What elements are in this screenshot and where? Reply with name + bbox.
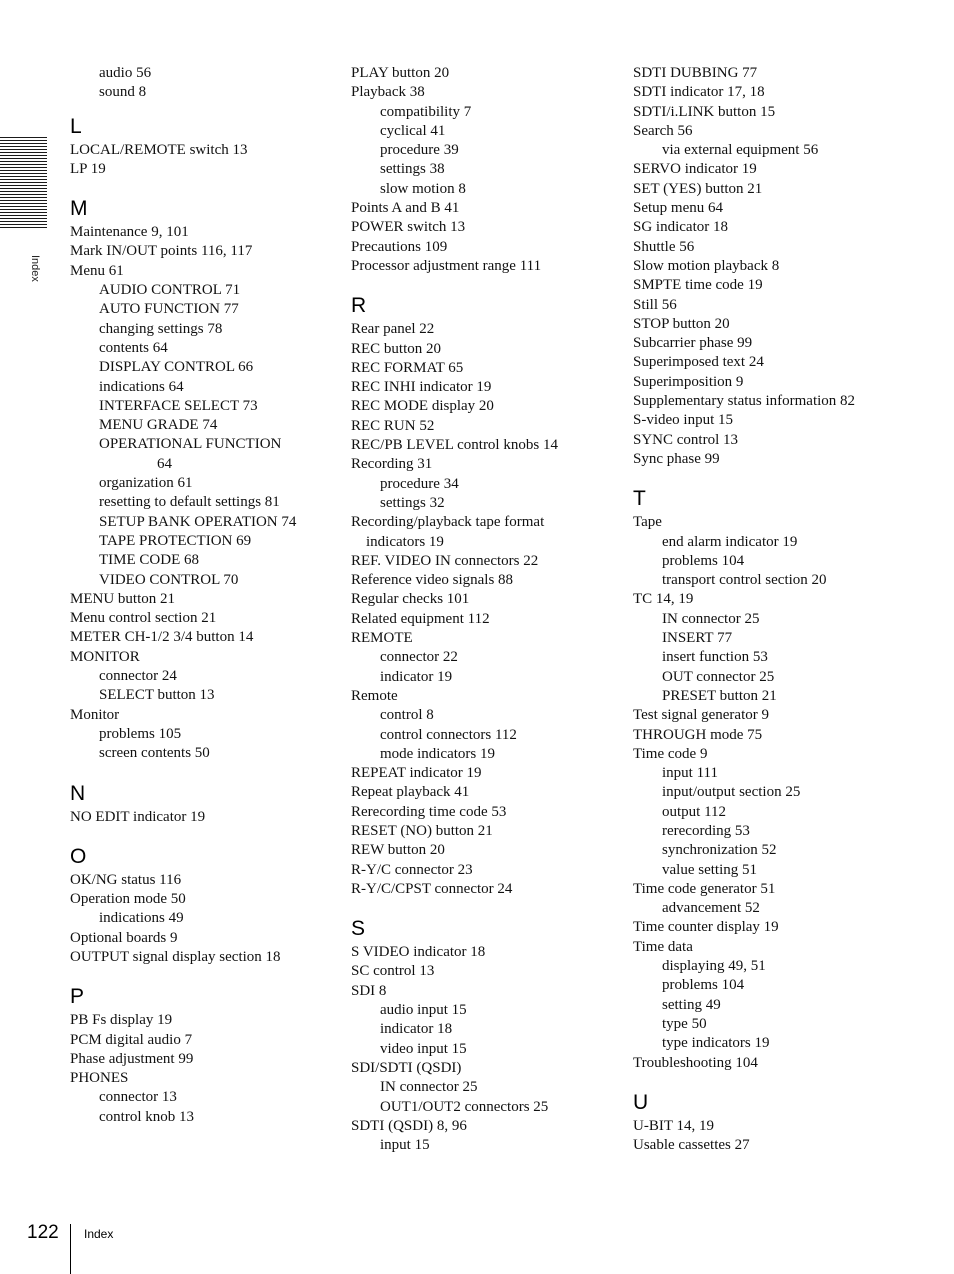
side-tab-label: Index (29, 255, 41, 282)
index-entry: THROUGH mode 75 (633, 726, 763, 743)
index-subentry: mode indicators 19 (380, 745, 495, 762)
index-entry: Remote (351, 687, 398, 704)
index-entry: PHONES (70, 1070, 129, 1087)
index-entry: PB Fs display 19 (70, 1012, 173, 1029)
index-subentry: connector 13 (99, 1089, 177, 1106)
index-subentry: type indicators 19 (662, 1035, 770, 1052)
index-subentry: control 8 (380, 707, 434, 724)
index-entry: LP 19 (70, 160, 106, 177)
index-entry: Slow motion playback 8 (633, 257, 780, 274)
index-entry: NO EDIT indicator 19 (70, 808, 206, 825)
index-subentry: indications 64 (99, 378, 184, 395)
index-entry: OUTPUT signal display section 18 (70, 948, 281, 965)
index-entry: PCM digital audio 7 (70, 1031, 193, 1048)
index-entry: SDTI DUBBING 77 (633, 65, 758, 81)
index-entry: Rerecording time code 53 (351, 803, 507, 820)
footer-divider (70, 1224, 71, 1274)
index-entry: STOP button 20 (633, 315, 730, 332)
index-entry: Monitor (70, 706, 120, 723)
index-subentry: synchronization 52 (662, 842, 777, 859)
index-entry: S-video input 15 (633, 412, 733, 429)
index-subentry: end alarm indicator 19 (662, 533, 798, 550)
section-letter-heading: S (351, 917, 366, 941)
index-entry: REC/PB LEVEL control knobs 14 (351, 437, 558, 454)
index-entry: Shuttle 56 (633, 238, 695, 255)
index-entry: TC 14, 19 (633, 591, 694, 608)
index-entry: RESET (NO) button 21 (351, 822, 493, 839)
index-entry: REW button 20 (351, 842, 445, 859)
index-entry: REC FORMAT 65 (351, 359, 464, 376)
index-entry: SET (YES) button 21 (633, 180, 763, 197)
index-subentry: audio 56 (99, 65, 152, 81)
index-subentry: insert function 53 (662, 649, 768, 666)
index-subentry: VIDEO CONTROL 70 (99, 571, 239, 588)
index-entry: METER CH-1/2 3/4 button 14 (70, 629, 254, 646)
index-entry: Playback 38 (351, 84, 425, 101)
index-column-3 (633, 64, 933, 1155)
index-entry: Mark IN/OUT points 116, 117 (70, 243, 253, 260)
index-entry: Recording 31 (351, 456, 433, 473)
index-subentry: transport control section 20 (662, 572, 827, 589)
index-subentry: OUT connector 25 (662, 668, 775, 685)
page-number: 122 (27, 1222, 59, 1243)
index-entry: Menu control section 21 (70, 610, 217, 627)
index-column-2 (351, 64, 616, 1155)
index-entry: Precautions 109 (351, 238, 448, 255)
index-subentry: settings 38 (380, 161, 445, 178)
index-subentry: OPERATIONAL FUNCTION (99, 436, 282, 453)
index-subentry: screen contents 50 (99, 745, 210, 762)
index-subentry: type 50 (662, 1015, 707, 1032)
index-subentry: changing settings 78 (99, 320, 223, 337)
index-subentry: value setting 51 (662, 861, 757, 878)
index-entry: REMOTE (351, 630, 413, 647)
index-subentry: input 111 (662, 765, 718, 782)
index-entry: Still 56 (633, 296, 677, 313)
index-subentry: control connectors 112 (380, 726, 517, 743)
index-entry: Phase adjustment 99 (70, 1050, 194, 1067)
index-subentry: SELECT button 13 (99, 687, 215, 704)
index-entry: Test signal generator 9 (633, 707, 769, 724)
index-subentry: compatibility 7 (380, 103, 472, 120)
index-entry: MONITOR (70, 648, 140, 665)
index-entry: Repeat playback 41 (351, 784, 470, 801)
index-subentry: setting 49 (662, 996, 721, 1013)
index-entry: Regular checks 101 (351, 591, 470, 608)
index-entry: SYNC control 13 (633, 431, 738, 448)
index-subentry: problems 104 (662, 552, 745, 569)
index-subentry: sound 8 (99, 84, 147, 101)
index-entry: Usable cassettes 27 (633, 1137, 750, 1154)
footer-section-label: Index (84, 1227, 114, 1241)
index-entry: Superimposed text 24 (633, 354, 764, 371)
index-subentry: MENU GRADE 74 (99, 417, 218, 434)
index-entry: SG indicator 18 (633, 219, 728, 236)
index-entry: SMPTE time code 19 (633, 277, 763, 294)
index-entry: R-Y/C/CPST connector 24 (351, 880, 513, 897)
index-entry: REPEAT indicator 19 (351, 765, 482, 782)
index-subentry: audio input 15 (380, 1002, 467, 1019)
index-entry: Processor adjustment range 111 (351, 257, 542, 274)
index-entry: SDTI (QSDI) 8, 96 (351, 1117, 467, 1134)
index-subentry: resetting to default settings 81 (99, 494, 280, 511)
index-entry: OK/NG status 116 (70, 871, 182, 888)
index-entry: REC button 20 (351, 340, 442, 357)
index-subentry: INTERFACE SELECT 73 (99, 397, 258, 414)
section-letter-heading: L (70, 114, 82, 138)
section-letter-heading: U (633, 1090, 649, 1114)
section-letter-heading: N (70, 781, 86, 805)
index-subentry: 64 (157, 455, 172, 472)
section-letter-heading: T (633, 487, 646, 511)
index-entry: SERVO indicator 19 (633, 161, 757, 178)
index-subentry: video input 15 (380, 1040, 467, 1057)
index-subentry: input 15 (380, 1137, 430, 1154)
index-entry: Sync phase 99 (633, 450, 720, 467)
index-subentry: procedure 34 (380, 475, 459, 492)
index-subentry: TAPE PROTECTION 69 (99, 532, 252, 549)
index-subentry: OUT1/OUT2 connectors 25 (380, 1098, 549, 1115)
index-subentry: displaying 49, 51 (662, 958, 766, 975)
index-subentry: PRESET button 21 (662, 687, 777, 704)
index-entry: Operation mode 50 (70, 891, 186, 908)
index-subentry: problems 105 (99, 725, 182, 742)
index-entry: SDI/SDTI (QSDI) (351, 1059, 462, 1076)
index-subentry: settings 32 (380, 494, 445, 511)
index-entry: Tape (633, 514, 662, 531)
index-entry: Setup menu 64 (633, 200, 723, 217)
index-entry: Supplementary status information 82 (633, 393, 856, 410)
index-entry: SDTI/i.LINK button 15 (633, 103, 776, 120)
index-entry: Time code generator 51 (633, 880, 776, 897)
index-subentry: cyclical 41 (380, 122, 446, 139)
index-subentry: procedure 39 (380, 142, 459, 159)
index-subentry: IN connector 25 (380, 1079, 478, 1096)
index-entry: Related equipment 112 (351, 610, 490, 627)
index-subentry: AUDIO CONTROL 71 (99, 282, 241, 299)
section-letter-heading: R (351, 294, 367, 318)
index-subentry: IN connector 25 (662, 610, 760, 627)
index-subentry: input/output section 25 (662, 784, 801, 801)
index-entry: SDTI indicator 17, 18 (633, 84, 765, 101)
index-subentry: indicator 19 (380, 668, 453, 685)
index-column-1 (70, 64, 325, 1127)
index-entry: REC INHI indicator 19 (351, 379, 492, 396)
index-entry: POWER switch 13 (351, 219, 466, 236)
index-entry: MENU button 21 (70, 590, 175, 607)
index-subentry: indicators 19 (366, 533, 444, 550)
index-subentry: TIME CODE 68 (99, 552, 199, 569)
index-subentry: organization 61 (99, 475, 193, 492)
index-subentry: indications 49 (99, 910, 184, 927)
index-entry: Maintenance 9, 101 (70, 224, 189, 241)
index-entry: REC RUN 52 (351, 417, 435, 434)
index-entry: Recording/playback tape format (351, 514, 545, 531)
index-entry: Time counter display 19 (633, 919, 779, 936)
index-entry: REC MODE display 20 (351, 398, 494, 415)
index-subentry: via external equipment 56 (662, 142, 819, 159)
index-entry: Troubleshooting 104 (633, 1054, 758, 1071)
index-entry: S VIDEO indicator 18 (351, 944, 486, 961)
section-letter-heading: O (70, 844, 87, 868)
index-subentry: problems 104 (662, 977, 745, 994)
index-subentry: INSERT 77 (662, 630, 733, 647)
index-subentry: AUTO FUNCTION 77 (99, 301, 239, 318)
index-entry: Optional boards 9 (70, 929, 178, 946)
section-letter-heading: M (70, 197, 88, 221)
index-subentry: connector 22 (380, 649, 458, 666)
side-tab-stripes (0, 137, 47, 229)
index-entry: Menu 61 (70, 262, 124, 279)
index-subentry: output 112 (662, 803, 727, 820)
index-entry: U-BIT 14, 19 (633, 1117, 714, 1134)
index-entry: Time data (633, 938, 693, 955)
index-subentry: indicator 18 (380, 1021, 453, 1038)
index-entry: SDI 8 (351, 982, 387, 999)
index-entry: Search 56 (633, 122, 693, 139)
index-entry: Points A and B 41 (351, 200, 460, 217)
section-letter-heading: P (70, 985, 85, 1009)
index-entry: Time code 9 (633, 745, 708, 762)
index-subentry: DISPLAY CONTROL 66 (99, 359, 254, 376)
index-entry: Superimposition 9 (633, 373, 744, 390)
index-entry: PLAY button 20 (351, 65, 450, 81)
index-entry: Reference video signals 88 (351, 572, 514, 589)
index-entry: Rear panel 22 (351, 321, 435, 338)
index-subentry: control knob 13 (99, 1108, 194, 1125)
index-subentry: advancement 52 (662, 900, 760, 917)
index-subentry: contents 64 (99, 339, 168, 356)
index-entry: LOCAL/REMOTE switch 13 (70, 141, 248, 158)
index-entry: R-Y/C connector 23 (351, 861, 473, 878)
index-subentry: rerecording 53 (662, 822, 750, 839)
index-subentry: SETUP BANK OPERATION 74 (99, 513, 297, 530)
index-entry: REF. VIDEO IN connectors 22 (351, 552, 539, 569)
index-entry: SC control 13 (351, 963, 435, 980)
index-subentry: slow motion 8 (380, 180, 466, 197)
index-subentry: connector 24 (99, 668, 177, 685)
index-entry: Subcarrier phase 99 (633, 335, 753, 352)
